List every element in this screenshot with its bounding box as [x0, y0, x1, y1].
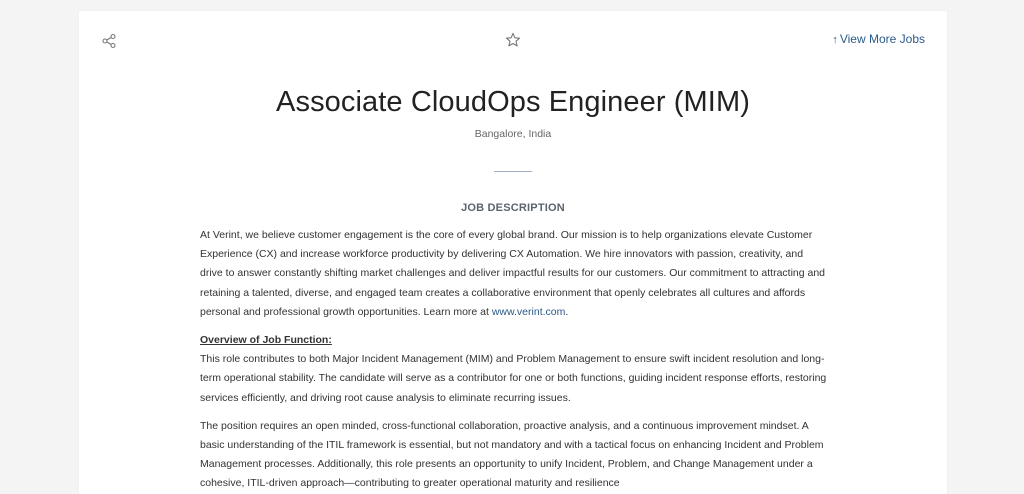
intro-text: At Verint, we believe customer engagement is the core of every global brand. Our mission is to help organizations elevate Customer Experience (CX) and increase workforce productivity by delivering CX Automation. We hire innovators with passion, creativity, and drive to answer constantly shifting market challenges and deliver impactful results for our customers. Our commitment to attracting and retaining a talented, diverse, and engaged team creates a collaborative environment that openly celebrates all cultures and affords personal and professional growth opportunities. Learn more at [200, 229, 826, 318]
view-more-jobs-label: View More Jobs [839, 32, 925, 46]
job-location: Bangalore, India [474, 128, 552, 140]
overview-heading: Overview of Job Function: [200, 334, 332, 347]
overview-text: This role contributes to both Major Incident Management (MIM) and Problem Management to ensure swift incident resolution and long-term operational stability. The candidate will serve as a contributor for one or both functions, guiding incident response efforts, restoring services efficiently, and driving root cause analysis to eliminate recurring issues. [200, 353, 827, 404]
job-description-heading: JOB DESCRIPTION [461, 202, 565, 214]
intro-paragraph [200, 226, 828, 322]
view-more-jobs-link[interactable] [832, 32, 925, 46]
job-description-body [200, 226, 828, 494]
intro-end: . [565, 305, 569, 318]
job-card [79, 11, 947, 494]
star-icon[interactable] [505, 32, 521, 48]
position-paragraph: The position requires an open minded, cross-functional collaboration, proactive analysis, and a continuous improvement mindset. A basic understanding of the ITIL framework is essential, but not mandatory and with a tactical focus on enhancing Incident and Problem Management processes. Additionally, this role presents an opportunity to unify Incident, Problem, and Change Management under a cohesive, ITIL-driven approach—contributing to greater operational maturity and resilience [200, 419, 824, 490]
overview-paragraph [200, 331, 828, 408]
share-icon[interactable] [101, 33, 117, 49]
job-title: Associate CloudOps Engineer (MIM) [276, 86, 750, 118]
divider [494, 171, 532, 172]
verint-link[interactable]: www.verint.com [491, 305, 566, 318]
arrow-up-icon: ↑ [832, 34, 838, 46]
